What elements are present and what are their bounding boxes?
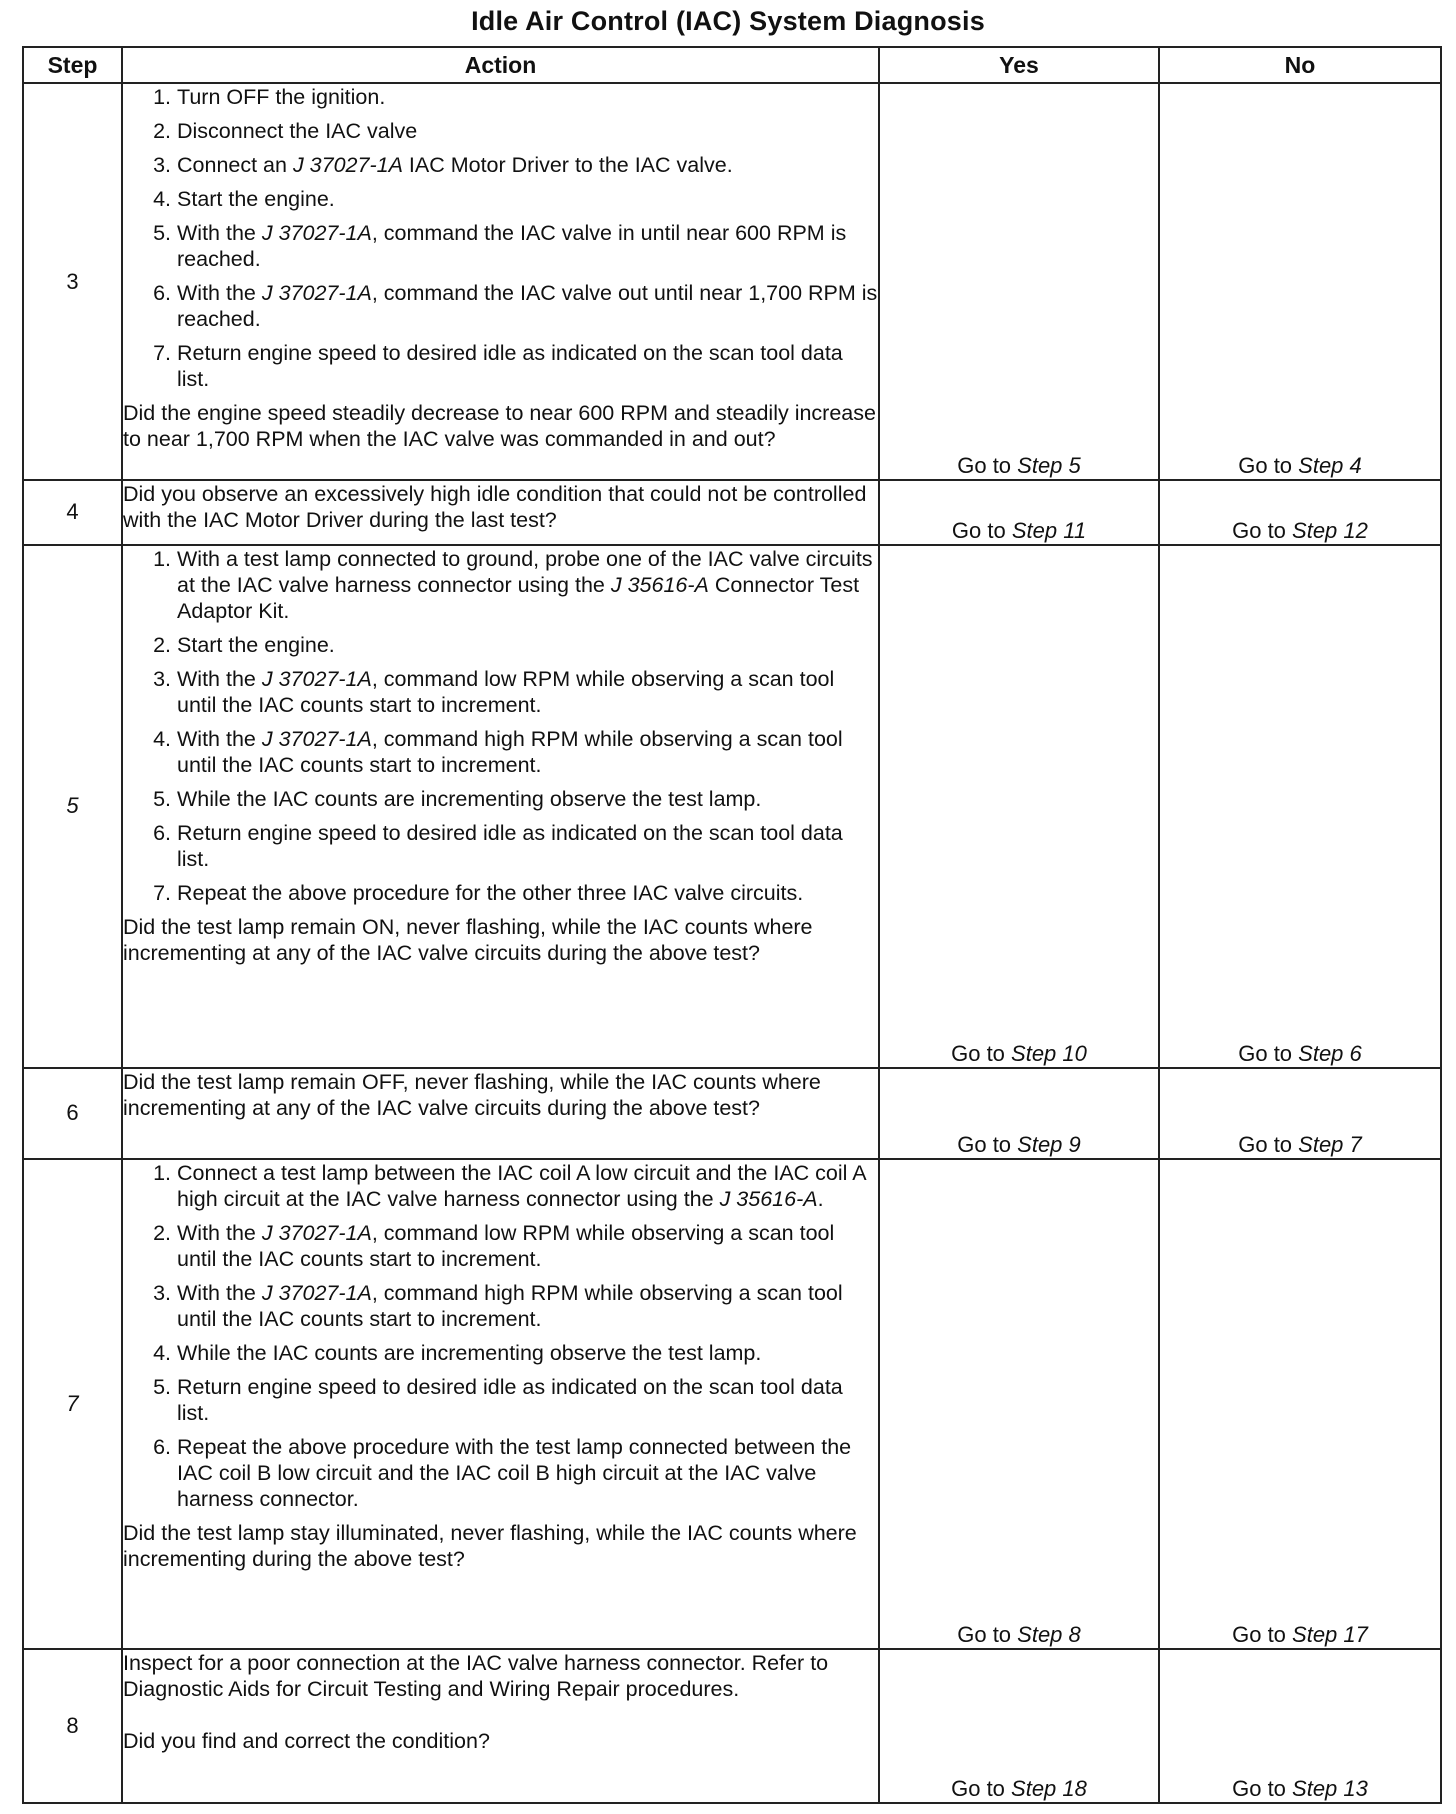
- step-index: 3.: [153, 153, 171, 177]
- step-text: , command high RPM while observing a scan tool until the IAC counts start to increment.: [177, 726, 843, 777]
- procedure-list: [123, 84, 878, 392]
- header-yes: Yes: [879, 47, 1159, 83]
- procedure-step: [123, 152, 878, 178]
- step-index: 5.: [153, 786, 171, 811]
- table-row: [23, 1649, 1441, 1803]
- question-text: Did the engine speed steadily decrease to near 600 RPM and steadily increase to near 1,700 RPM when the IAC valve was commanded in and out?: [123, 401, 876, 451]
- procedure-step: [123, 786, 878, 812]
- no-prefix: Go to: [1238, 453, 1299, 479]
- step-text: With a test lamp connected to ground, probe one of the IAC valve circuits at the IAC valve harness connector using the: [177, 546, 873, 597]
- no-cell: [1159, 480, 1441, 545]
- tool-reference: J 35616-A: [719, 1186, 818, 1211]
- no-cell: [1159, 1068, 1441, 1159]
- step-text: Start the engine.: [177, 187, 335, 211]
- step-text: , command high RPM while observing a scan tool until the IAC counts start to increment.: [177, 1280, 843, 1331]
- step-text: .: [817, 1186, 824, 1211]
- yes-cell: [879, 1068, 1159, 1159]
- yes-prefix: Go to: [957, 1622, 1018, 1647]
- step-index: 3.: [153, 1280, 171, 1305]
- procedure-step: [123, 280, 878, 332]
- step-index: 5.: [153, 1374, 171, 1399]
- question-text: Did the test lamp stay illuminated, never flashing, while the IAC counts where incrementing during the above test?: [123, 1520, 857, 1571]
- procedure-step: [123, 340, 878, 392]
- yes-cell: [879, 545, 1159, 1068]
- tool-reference: J 37027-1A: [292, 153, 403, 177]
- step-text: With the: [177, 221, 262, 245]
- step-text: Disconnect the IAC valve: [177, 119, 418, 143]
- step-number: 8: [23, 1649, 122, 1803]
- step-number: 4: [23, 480, 122, 545]
- no-prefix: Go to: [1238, 1040, 1299, 1066]
- no-cell: [1159, 545, 1441, 1068]
- step-index: 2.: [153, 119, 171, 143]
- step-text: , command the IAC valve in until near 600 RPM is reached.: [177, 221, 847, 271]
- table-row: [23, 83, 1441, 480]
- header-step: Step: [23, 47, 122, 83]
- action-cell: [122, 545, 879, 1068]
- step-index: 6.: [153, 281, 171, 305]
- yes-target: Step 18: [1011, 1776, 1087, 1801]
- step-index: 2.: [153, 1220, 171, 1245]
- yes-prefix: Go to: [951, 517, 1012, 543]
- table-row: [23, 545, 1441, 1068]
- yes-target: Step 5: [1017, 453, 1081, 479]
- step-index: 3.: [153, 666, 171, 691]
- procedure-step: [123, 118, 878, 144]
- step-text: With the: [177, 666, 262, 691]
- question-text: Did the test lamp remain OFF, never flashing, while the IAC counts where incrementing at any of the IAC valve circuits during the above test?: [123, 1069, 821, 1120]
- action-cell: [122, 83, 879, 480]
- no-prefix: Go to: [1232, 1776, 1293, 1801]
- yes-target: Step 11: [1011, 517, 1087, 543]
- no-prefix: Go to: [1232, 517, 1293, 543]
- step-text: , command low RPM while observing a scan tool until the IAC counts start to increment.: [177, 1220, 835, 1271]
- procedure-step: [123, 1434, 878, 1512]
- procedure-step: [123, 1374, 878, 1426]
- page-title: Idle Air Control (IAC) System Diagnosis: [471, 6, 985, 36]
- table-row: [23, 480, 1441, 545]
- procedure-step: [123, 1280, 878, 1332]
- step-index: 7.: [153, 341, 171, 365]
- tool-reference: J 35616-A: [610, 572, 709, 597]
- question-text: Did the test lamp remain ON, never flashing, while the IAC counts where incrementing at any of the IAC valve circuits during the above test?: [123, 914, 813, 965]
- table-row: [23, 1068, 1441, 1159]
- question-text: Did you find and correct the condition?: [123, 1729, 490, 1753]
- tool-reference: J 37027-1A: [261, 666, 372, 691]
- action-cell: [122, 1068, 879, 1159]
- no-target: Step 12: [1292, 517, 1368, 543]
- procedure-step: [123, 84, 878, 110]
- no-cell: [1159, 83, 1441, 480]
- step-index: 6.: [153, 820, 171, 845]
- no-cell: [1159, 1649, 1441, 1803]
- yes-cell: [879, 83, 1159, 480]
- step-text: Connect a test lamp between the IAC coil A low circuit and the IAC coil A high circuit at the IAC valve harness connector using the: [177, 1160, 866, 1211]
- step-text: Return engine speed to desired idle as indicated on the scan tool data list.: [177, 1374, 843, 1425]
- yes-cell: [879, 480, 1159, 545]
- step-number: 6: [23, 1068, 122, 1159]
- tool-reference: J 37027-1A: [261, 726, 372, 751]
- yes-prefix: Go to: [951, 1776, 1012, 1801]
- tool-reference: J 37027-1A: [261, 221, 372, 245]
- step-text: Repeat the above procedure for the other three IAC valve circuits.: [177, 880, 804, 905]
- intro-text: Inspect for a poor connection at the IAC valve harness connector. Refer to Diagnostic Aids for Circuit Testing and Wiring Repair procedures.: [123, 1651, 829, 1701]
- step-index: 7.: [153, 880, 171, 905]
- yes-target: Step 9: [1017, 1131, 1081, 1157]
- step-text: With the: [177, 726, 262, 751]
- step-index: 2.: [153, 632, 171, 657]
- step-text: With the: [177, 1280, 262, 1305]
- procedure-step: [123, 820, 878, 872]
- question-text: Did you observe an excessively high idle condition that could not be controlled with the IAC Motor Driver during the last test?: [123, 482, 867, 533]
- step-text: Repeat the above procedure with the test lamp connected between the IAC coil B low circuit and the IAC coil B high circuit at the IAC valve harness connector.: [177, 1434, 852, 1511]
- step-index: 4.: [153, 726, 171, 751]
- step-index: 1.: [153, 546, 171, 571]
- step-number: 5: [23, 545, 122, 1068]
- procedure-step: [123, 1340, 878, 1366]
- tool-reference: J 37027-1A: [261, 1220, 372, 1245]
- tool-reference: J 37027-1A: [261, 1280, 372, 1305]
- step-text: Return engine speed to desired idle as indicated on the scan tool data list.: [177, 820, 843, 871]
- step-text: , command low RPM while observing a scan tool until the IAC counts start to increment.: [177, 666, 835, 717]
- no-cell: [1159, 1159, 1441, 1649]
- step-number: 7: [23, 1159, 122, 1649]
- step-text: While the IAC counts are incrementing observe the test lamp.: [177, 786, 762, 811]
- yes-target: Step 10: [1011, 1040, 1087, 1066]
- step-text: Connect an: [177, 153, 293, 177]
- no-target: Step 7: [1298, 1131, 1362, 1157]
- procedure-list: [123, 1160, 878, 1512]
- step-text: Return engine speed to desired idle as indicated on the scan tool data list.: [177, 341, 843, 391]
- table-row: [23, 1159, 1441, 1649]
- procedure-step: [123, 220, 878, 272]
- step-index: 4.: [153, 1340, 171, 1365]
- step-text: While the IAC counts are incrementing observe the test lamp.: [177, 1340, 762, 1365]
- step-number: 3: [23, 83, 122, 480]
- tool-reference: J 37027-1A: [261, 281, 372, 305]
- procedure-step: [123, 632, 878, 658]
- no-target: Step 17: [1292, 1622, 1368, 1647]
- step-index: 4.: [153, 187, 171, 211]
- yes-target: Step 8: [1017, 1622, 1081, 1647]
- no-target: Step 13: [1292, 1776, 1368, 1801]
- yes-prefix: Go to: [951, 1040, 1012, 1066]
- procedure-step: [123, 1220, 878, 1272]
- procedure-step: [123, 186, 878, 212]
- no-target: Step 6: [1298, 1040, 1362, 1066]
- header-no: No: [1159, 47, 1441, 83]
- step-text: Start the engine.: [177, 632, 335, 657]
- procedure-step: [123, 880, 878, 906]
- step-index: 6.: [153, 1434, 171, 1459]
- step-text: Turn OFF the ignition.: [177, 85, 386, 109]
- step-index: 1.: [153, 85, 171, 109]
- step-text: Connector Test Adaptor Kit.: [177, 572, 860, 623]
- step-text: With the: [177, 1220, 262, 1245]
- procedure-list: [123, 546, 878, 906]
- action-cell: [122, 1159, 879, 1649]
- procedure-step: [123, 666, 878, 718]
- step-text: IAC Motor Driver to the IAC valve.: [402, 153, 733, 177]
- procedure-step: [123, 1160, 878, 1212]
- no-prefix: Go to: [1238, 1131, 1299, 1157]
- step-text: With the: [177, 281, 262, 305]
- procedure-step: [123, 546, 878, 624]
- no-prefix: Go to: [1232, 1622, 1293, 1647]
- procedure-step: [123, 726, 878, 778]
- action-cell: [122, 480, 879, 545]
- yes-prefix: Go to: [957, 1131, 1018, 1157]
- yes-cell: [879, 1649, 1159, 1803]
- action-cell: [122, 1649, 879, 1803]
- step-index: 5.: [153, 221, 171, 245]
- step-text: , command the IAC valve out until near 1,700 RPM is reached.: [177, 281, 878, 331]
- no-target: Step 4: [1298, 453, 1362, 479]
- diagnosis-table: [22, 46, 1442, 1804]
- step-index: 1.: [153, 1160, 171, 1185]
- yes-prefix: Go to: [957, 453, 1018, 479]
- yes-cell: [879, 1159, 1159, 1649]
- header-action: Action: [122, 47, 879, 83]
- table-header-row: [23, 47, 1441, 83]
